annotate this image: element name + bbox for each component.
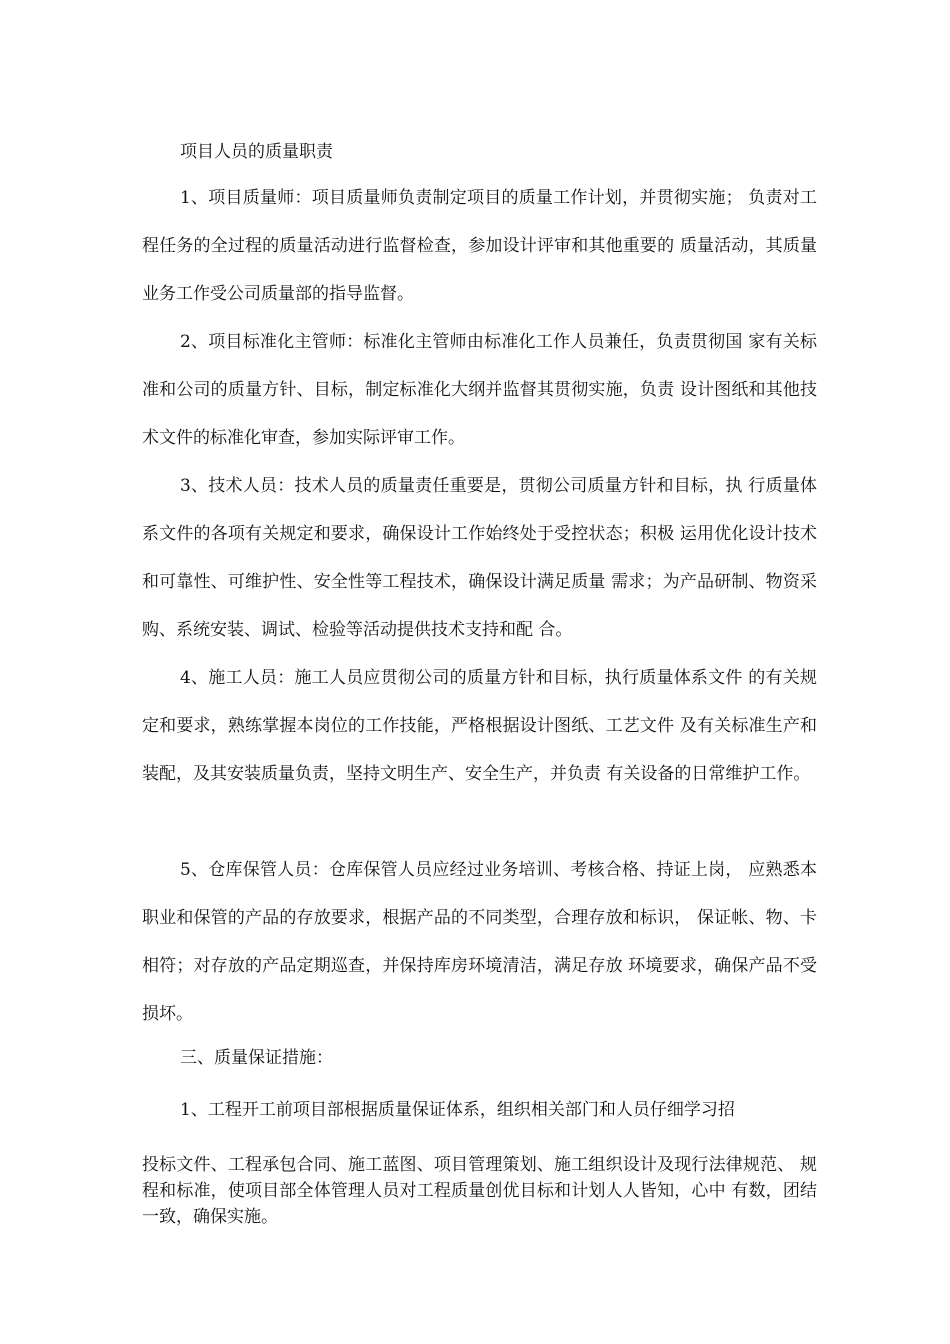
paragraph-standardization-supervisor: 2、项目标准化主管师：标准化主管师由标准化工作人员兼任，负责贯彻国 家有关标准和公司的质量方针、目标，制定标准化大纲并监督其贯彻实施，负责 设计图纸和其他技术文件的标准化审查，参加实际评审工作。 xyxy=(142,332,817,448)
paragraph-warehouse-keeper: 5、仓库保管人员：仓库保管人员应经过业务培训、考核合格、持证上岗， 应熟悉本职业和保管的产品的存放要求，根据产品的不同类型，合理存放和标识， 保证帐、物、卡相符；对存放的产品定期巡查，并保持库房环境清洁，满足存放 环境要求，确保产品不受损坏。 xyxy=(142,860,817,1024)
paragraph-construction-staff: 4、施工人员：施工人员应贯彻公司的质量方针和目标，执行质量体系文件 的有关规定和要求，熟练掌握本岗位的工作技能，严格根据设计图纸、工艺文件 及有关标准生产和装配，及其安装质量负责，坚持文明生产、安全生产，并负责 有关设备的日常维护工作。 xyxy=(142,668,817,784)
paragraph-technical-staff: 3、技术人员：技术人员的质量责任重要是，贯彻公司质量方针和目标，执 行质量体系文件的各项有关规定和要求，确保设计工作始终处于受控状态；积极 运用优化设计技术和可靠性、可维护性、安全性等工程技术，确保设计满足质量 需求；为产品研制、物资采购、系统安装、调试、检验等活动提供技术支持和配 合。 xyxy=(142,476,817,640)
paragraph-quality-engineer: 1、项目质量师：项目质量师负责制定项目的质量工作计划，并贯彻实施； 负责对工程任务的全过程的质量活动进行监督检查，参加设计评审和其他重要的 质量活动，其质量业务工作受公司质量部的指导监督。 xyxy=(142,188,817,304)
section-heading-quality-measures: 三、质量保证措施： xyxy=(180,1048,333,1068)
section-title: 项目人员的质量职责 xyxy=(180,142,333,162)
measure-continuation: 投标文件、工程承包合同、施工蓝图、项目管理策划、施工组织设计及现行法律规范、 规程和标准，使项目部全体管理人员对工程质量创优目标和计划人人皆知，心中 有数，团结一致，确保实施。 xyxy=(142,1155,817,1227)
measure-lead-line: 1、工程开工前项目部根据质量保证体系，组织相关部门和人员仔细学习招 xyxy=(180,1100,735,1120)
